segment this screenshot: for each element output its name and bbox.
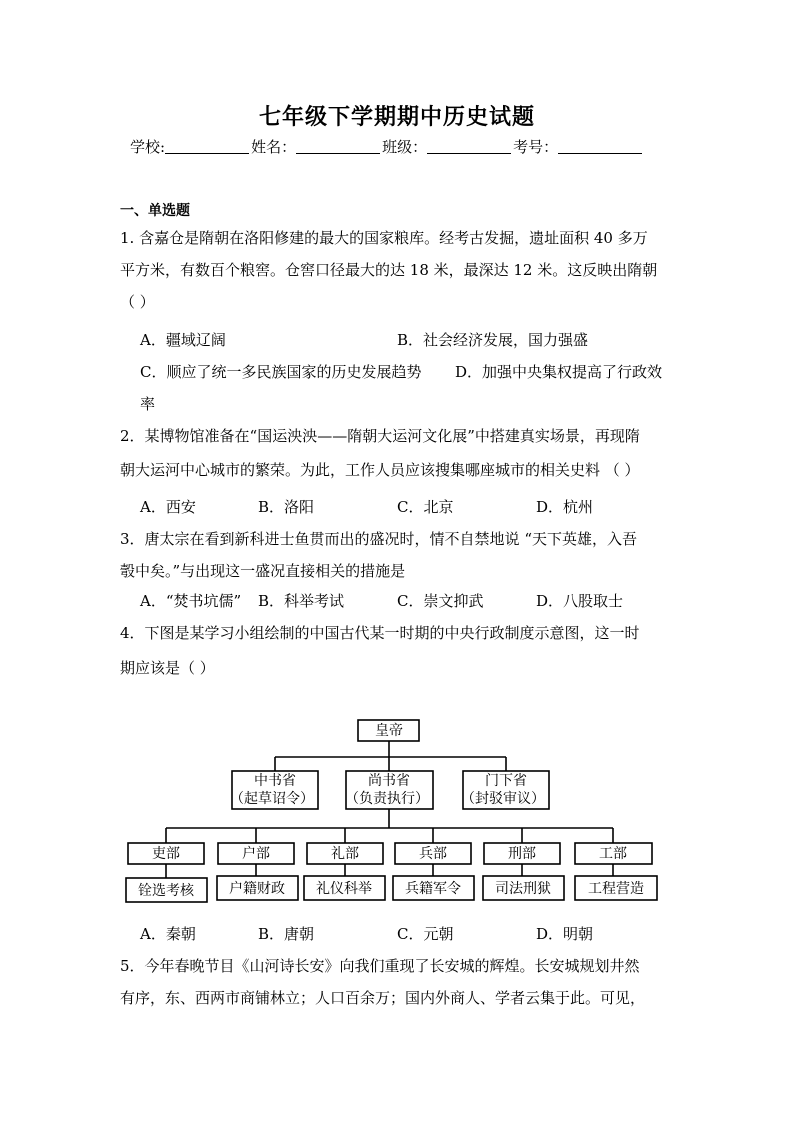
question-4-option-d[interactable]: D．明朝 [536, 925, 594, 943]
ministry-name-libu: 吏部 [152, 846, 180, 862]
class-label: 班级： [382, 138, 428, 156]
question-2-option-b[interactable]: B．洛阳 [258, 498, 315, 516]
province-name-menxia: 门下省 [485, 773, 527, 789]
question-4-line-1: 4．下图是某学习小组绘制的中国古代某一时期的中央行政制度示意图，这一时 [120, 624, 640, 642]
duty-label-libu-rites: 礼仪科举 [316, 881, 372, 897]
question-4-option-b[interactable]: B．唐朝 [258, 925, 315, 943]
section-title: 一、单选题 [120, 203, 190, 219]
question-1-option-d[interactable]: D．加强中央集权提高了行政效 [455, 363, 663, 381]
duty-label-bingbu: 兵籍军令 [405, 881, 461, 897]
question-1-line-3: （ ） [120, 293, 155, 311]
exam-title: 七年级下学期期中历史试题 [258, 105, 535, 130]
question-1-option-a[interactable]: A．疆域辽阔 [140, 331, 226, 349]
question-2-option-c[interactable]: C．北京 [397, 498, 454, 516]
question-1-line-2: 平方米，有数百个粮窖。仓窖口径最大的达 18 米，最深达 12 米。这反映出隋朝 [120, 261, 658, 279]
province-name-shangshu: 尚书省 [368, 773, 410, 789]
question-4-option-c[interactable]: C．元朝 [397, 925, 454, 943]
number-label: 考号： [513, 138, 559, 156]
ministry-name-libu-rites: 礼部 [331, 846, 359, 862]
question-5-line-2: 有序，东、西两市商铺林立；人口百余万；国内外商人、学者云集于此。可见， [120, 989, 646, 1007]
duty-label-hubu: 户籍财政 [229, 881, 285, 897]
emperor-label: 皇帝 [375, 723, 403, 739]
ministry-name-bingbu: 兵部 [419, 846, 447, 862]
province-role-menxia: （封驳审议） [461, 791, 545, 807]
question-3-option-b[interactable]: B．科举考试 [258, 592, 345, 610]
ministry-name-xingbu: 刑部 [508, 846, 536, 862]
question-2-option-d[interactable]: D．杭州 [536, 498, 594, 516]
duty-label-libu: 铨选考核 [138, 883, 194, 899]
question-3-line-1: 3．唐太宗在看到新科进士鱼贯而出的盛况时，情不自禁地说 “天下英雄，入吾 [120, 530, 637, 548]
question-1-option-d-wrap: 率 [140, 395, 156, 413]
province-role-zhongshu: （起草诏令） [230, 791, 314, 807]
duty-label-gongbu: 工程营造 [588, 881, 644, 897]
question-2-line-2: 朝大运河中心城市的繁荣。为此，工作人员应该搜集哪座城市的相关史料 （ ） [120, 461, 640, 479]
question-3-option-d[interactable]: D．八股取士 [536, 592, 624, 610]
question-3-option-c[interactable]: C．崇文抑武 [397, 592, 484, 610]
question-1-option-b[interactable]: B．社会经济发展，国力强盛 [397, 331, 589, 349]
question-1-option-c[interactable]: C．顺应了统一多民族国家的历史发展趋势 [140, 363, 422, 381]
province-name-zhongshu: 中书省 [254, 773, 296, 789]
question-3-option-a[interactable]: A．“焚书坑儒” [140, 592, 242, 610]
question-4-line-2: 期应该是（ ） [120, 659, 215, 677]
question-1-line-1: 1. 含嘉仓是隋朝在洛阳修建的最大的国家粮库。经考古发掘，遗址面积 40 多万 [120, 229, 648, 247]
duty-label-xingbu: 司法刑狱 [495, 881, 551, 897]
question-3-line-2: 彀中矣。”与出现这一盛况直接相关的措施是 [120, 562, 406, 580]
question-5-line-1: 5．今年春晚节目《山河诗长安》向我们重现了长安城的辉煌。长安城规划井然 [120, 957, 640, 975]
ministry-name-hubu: 户部 [242, 846, 270, 862]
province-role-shangshu: （负责执行） [345, 791, 429, 807]
question-2-option-a[interactable]: A．西安 [140, 498, 196, 516]
question-2-line-1: 2．某博物馆准备在“国运泱泱——隋朝大运河文化展”中搭建真实场景，再现隋 [120, 427, 640, 445]
question-4-option-a[interactable]: A．秦朝 [140, 925, 196, 943]
school-label: 学校: [130, 138, 166, 156]
ministry-name-gongbu: 工部 [599, 846, 627, 862]
name-label: 姓名： [251, 138, 297, 156]
